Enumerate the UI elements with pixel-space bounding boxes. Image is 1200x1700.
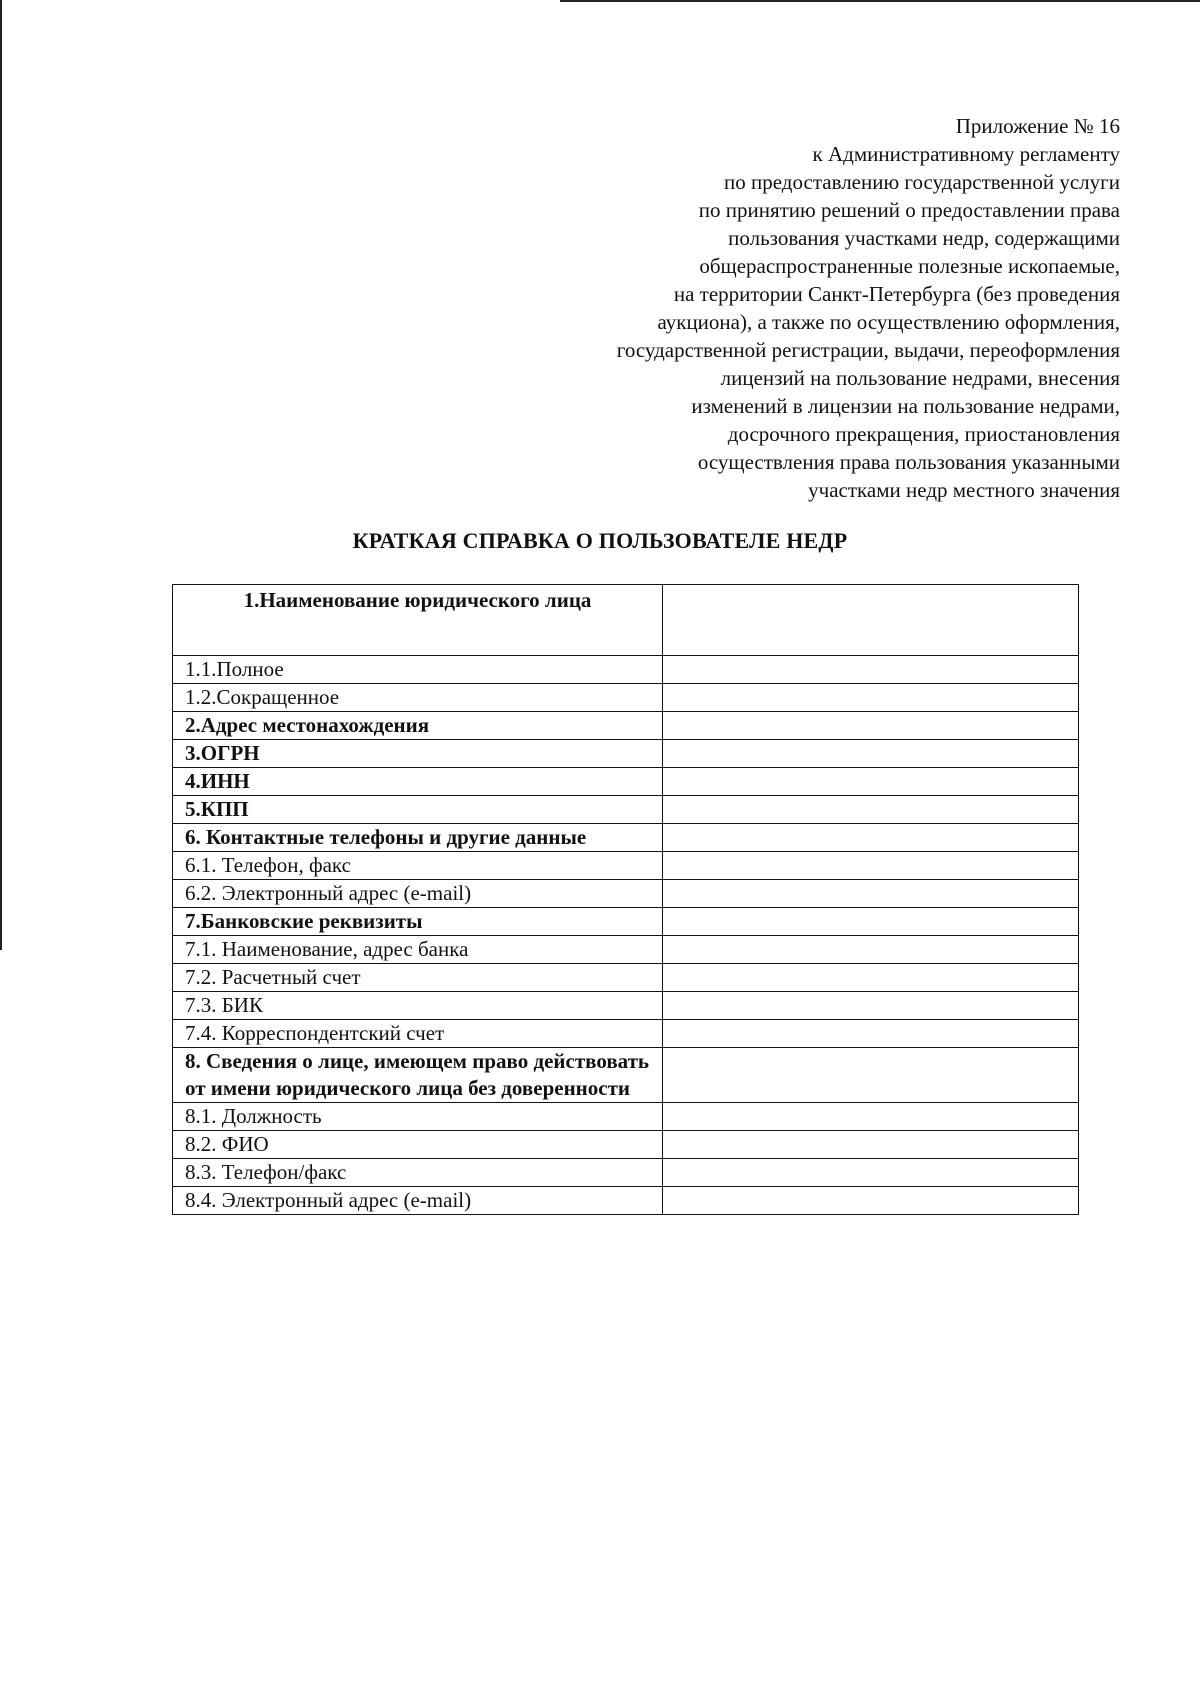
header-line: государственной регистрации, выдачи, переоформления — [616, 338, 1120, 362]
table-row — [173, 852, 1079, 880]
row-value[interactable] — [663, 1159, 1079, 1187]
table-row — [173, 656, 1079, 684]
row-label: 7.2. Расчетный счет — [173, 964, 663, 992]
user-info-table — [172, 584, 1079, 1215]
row-label: 6.1. Телефон, факс — [173, 852, 663, 880]
row-value[interactable] — [663, 796, 1079, 824]
row-value[interactable] — [663, 1187, 1079, 1215]
header-line: участками недр местного значения — [808, 478, 1120, 502]
row-value[interactable] — [663, 712, 1079, 740]
document-title: КРАТКАЯ СПРАВКА О ПОЛЬЗОВАТЕЛЕ НЕДР — [352, 528, 848, 553]
row-label: 6.2. Электронный адрес (e-mail) — [173, 880, 663, 908]
header-line: по предоставлению государственной услуги — [724, 170, 1120, 194]
scan-border-top — [560, 0, 1200, 2]
table-row — [173, 992, 1079, 1020]
header-line: изменений в лицензии на пользование недрами, — [691, 394, 1120, 418]
table-row — [173, 1131, 1079, 1159]
row-value[interactable] — [663, 768, 1079, 796]
row-value[interactable] — [663, 585, 1079, 656]
header-line: досрочного прекращения, приостановления — [727, 422, 1120, 446]
table-row — [173, 1020, 1079, 1048]
table-row — [173, 1187, 1079, 1215]
table-row — [173, 880, 1079, 908]
row-label: 4.ИНН — [173, 768, 663, 796]
row-value[interactable] — [663, 936, 1079, 964]
row-label: 7.3. БИК — [173, 992, 663, 1020]
row-value[interactable] — [663, 740, 1079, 768]
table-row — [173, 1103, 1079, 1131]
row-value[interactable] — [663, 824, 1079, 852]
row-value[interactable] — [663, 656, 1079, 684]
header-line: Приложение № 16 — [955, 114, 1120, 138]
table-row — [173, 936, 1079, 964]
row-value[interactable] — [663, 1048, 1079, 1103]
table-row — [173, 585, 1079, 656]
row-label: 2.Адрес местонахождения — [173, 712, 663, 740]
row-label: 1.1.Полное — [173, 656, 663, 684]
header-line: на территории Санкт-Петербурга (без проведения — [673, 282, 1120, 306]
row-value[interactable] — [663, 852, 1079, 880]
row-label: 7.Банковские реквизиты — [173, 908, 663, 936]
row-label: 7.1. Наименование, адрес банка — [173, 936, 663, 964]
table-row — [173, 740, 1079, 768]
header-line: аукциона), а также по осуществлению оформления, — [657, 310, 1120, 334]
row-label: 7.4. Корреспондентский счет — [173, 1020, 663, 1048]
row-value[interactable] — [663, 908, 1079, 936]
header-line: пользования участками недр, содержащими — [728, 226, 1120, 250]
row-label: 8.2. ФИО — [173, 1131, 663, 1159]
appendix-header — [480, 112, 1120, 504]
header-line: осуществления права пользования указанными — [697, 450, 1120, 474]
row-value[interactable] — [663, 1131, 1079, 1159]
row-label: 5.КПП — [173, 796, 663, 824]
row-value[interactable] — [663, 992, 1079, 1020]
table-row — [173, 908, 1079, 936]
row-value[interactable] — [663, 684, 1079, 712]
row-label: 1.2.Сокращенное — [173, 684, 663, 712]
table-row — [173, 1159, 1079, 1187]
row-label: 8.1. Должность — [173, 1103, 663, 1131]
header-line: по принятию решений о предоставлении права — [698, 198, 1120, 222]
row-label: 1.Наименование юридического лица — [173, 585, 663, 656]
table-row — [173, 712, 1079, 740]
header-line: к Административному регламенту — [812, 142, 1120, 166]
row-label: 8.3. Телефон/факс — [173, 1159, 663, 1187]
row-label: 8.4. Электронный адрес (e-mail) — [173, 1187, 663, 1215]
table-row — [173, 824, 1079, 852]
table-row — [173, 1048, 1079, 1103]
table-row — [173, 684, 1079, 712]
header-line: лицензий на пользование недрами, внесения — [720, 366, 1120, 390]
row-value[interactable] — [663, 1020, 1079, 1048]
table-row — [173, 964, 1079, 992]
row-label: 6. Контактные телефоны и другие данные — [173, 824, 663, 852]
row-label: 3.ОГРН — [173, 740, 663, 768]
table-row — [173, 796, 1079, 824]
row-value[interactable] — [663, 880, 1079, 908]
row-value[interactable] — [663, 1103, 1079, 1131]
table-row — [173, 768, 1079, 796]
row-value[interactable] — [663, 964, 1079, 992]
scan-border-left — [0, 0, 2, 950]
header-line: общераспространенные полезные ископаемые, — [699, 254, 1120, 278]
row-label: 8. Сведения о лице, имеющем право действовать от имени юридического лица без доверенности — [173, 1048, 663, 1103]
